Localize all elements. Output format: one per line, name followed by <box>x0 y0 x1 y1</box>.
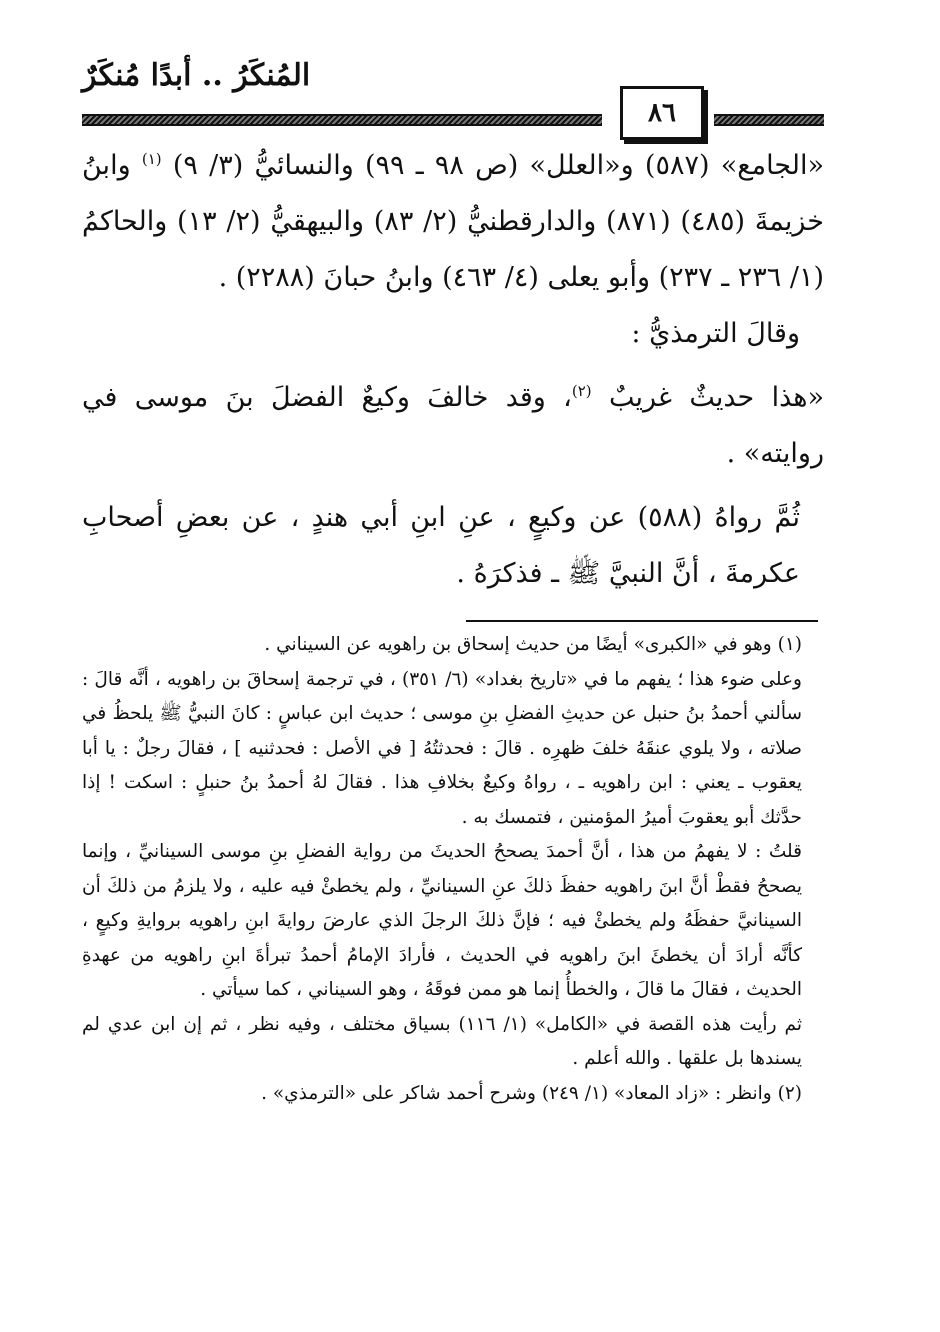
footnote-1-para-4: ثم رأيت هذه القصة في «الكامل» (١/ ١١٦) بسياق مختلف ، وفيه نظر ، ثم إن ابن عدي لم يسندها بل علقها . والله أعلم . <box>82 1013 802 1069</box>
header-rule-left <box>82 114 602 126</box>
page-number: ٨٦ <box>620 86 704 140</box>
header-rule-right <box>714 114 824 126</box>
footnote-1-para-2: وعلى ضوء هذا ؛ يفهم ما في «تاريخ بغداد» (٦/ ٣٥١) ، في ترجمة إسحاقَ بن راهويه ، أنَّه قالَ : سألني أحمدُ بنُ حنبل عن حديثِ الفضلِ بنِ موسى ؛ حديث ابن عباسٍ : كانَ النبيُّ ﷺ يلحظُ في صلاته ، ولا يلوي عنقَهُ خلفَ ظهرِه . قالَ : فحدثتُهُ [ في الأصل : فحدثنيه ] ، فقالَ رجلٌ : يا أبا يعقوب ـ يعني : ابن راهويه ـ ، رواهُ وكيعٌ بخلافِ هذا . فقالَ لهُ أحمدُ بنُ حنبلٍ : اسكت ! إذا حدَّثك أبو يعقوبَ أميرُ المؤمنين ، فتمسك به . <box>82 668 802 828</box>
running-title: المُنكَرُ .. أبدًا مُنكَرٌ <box>82 58 311 93</box>
main-paragraph-2: وقالَ الترمذيُّ : <box>631 318 800 349</box>
main-paragraph-1-tail: وابنُ خزيمةَ (٤٨٥) (٨٧١) والدارقطنيُّ (٢/ ٨٣) والبيهقيُّ (٢/ ١٣) والحاكمُ (١/ ٢٣٦ ـ ٢٣٧) وأبو يعلى (٤/ ٤٦٣) وابنُ حبانَ (٢٢٨٨) . <box>82 150 824 293</box>
main-paragraph-3-tail: ، وقد خالفَ وكيعٌ الفضلَ بنَ موسى في روايته» . <box>82 382 824 469</box>
page-header <box>82 52 824 132</box>
main-text <box>82 138 824 602</box>
main-paragraph-4: ثُمَّ رواهُ (٥٨٨) عن وكيعٍ ، عنِ ابنِ أبي هندٍ ، عن بعضِ أصحابِ عكرمةَ ، أنَّ النبيَّ ﷺ ـ فذكرَهُ . <box>82 502 800 589</box>
footnote-2: (٢) وانظر : «زاد المعاد» (١/ ٢٤٩) وشرح أحمد شاكر على «الترمذي» . <box>261 1082 802 1104</box>
footnote-1: (١) وهو في «الكبرى» أيضًا من حديث إسحاق بن راهويه عن السيناني . <box>264 634 802 655</box>
main-paragraph-3-text: «هذا حديثٌ غريبٌ <box>608 382 824 413</box>
main-paragraph-3 <box>82 370 824 482</box>
footnotes <box>82 628 824 1111</box>
footnote-separator <box>466 620 818 622</box>
footnote-ref-1: (١) <box>141 150 162 168</box>
footnote-ref-2: (٢) <box>571 382 592 400</box>
footnote-1-para-3: قلتُ : لا يفهمُ من هذا ، أنَّ أحمدَ يصححُ الحديثَ من رواية الفضلِ بنِ موسى السينانيِّ ، وإنما يصححُ فقطْ أنَّ ابنَ راهويه حفظَ ذلكَ عنِ السينانيِّ ، ولم يخطئْ فيه عليه ، ولا يلزمُ من ذلكَ أن السينانيَّ حفظَهُ ولم يخطئْ فيه ؛ فإنَّ ذلكَ الرجلَ الذي عارضَ روايةَ ابنِ راهويه بروايةِ وكيعٍ ، كأنَّه أرادَ أن يخطئَ ابنَ راهويه في الحديث ، فأرادَ الإمامُ أحمدُ تبرأةَ ابنِ راهويه من عهدةِ الحديث ، فقالَ ما قالَ ، والخطأُ إنما هو ممن فوقَهُ ، وهو السيناني ، كما سيأتي . <box>82 841 802 1000</box>
main-paragraph-1 <box>82 138 824 306</box>
main-paragraph-1-text: «الجامع» (٥٨٧) و«العلل» (ص ٩٨ ـ ٩٩) والنسائيُّ (٣/ ٩) <box>172 150 824 181</box>
